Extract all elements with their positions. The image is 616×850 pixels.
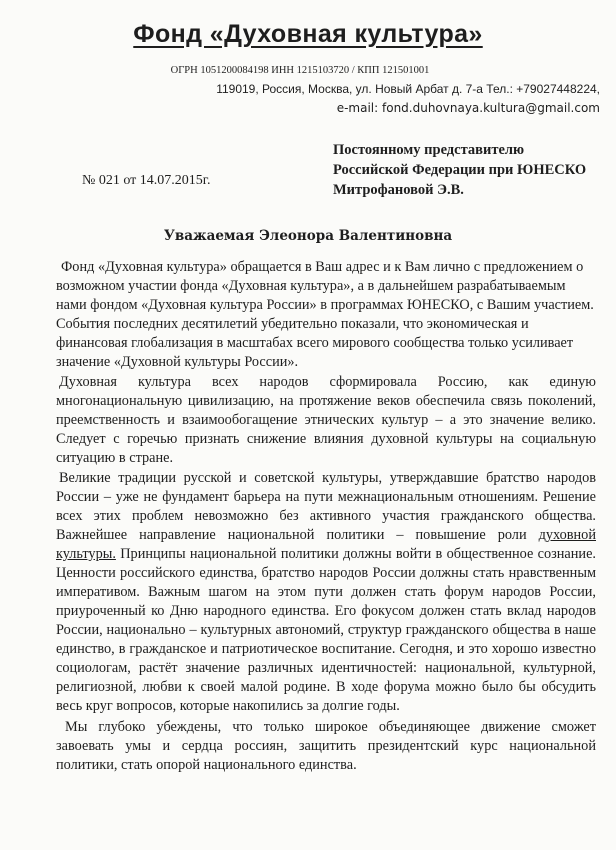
recipient-line-2: Российской Федерации при ЮНЕСКО (333, 162, 587, 178)
paragraph-4 (56, 469, 596, 716)
paragraph-4-text-end: Принципы национальной политики должны войти в общественное сознание. Ценности российского единства, братство народов России должны стать нравственным императивом. Важным шагом на этом пути должен стать форум народов России, приуроченный ко Дню народного единства. Его фокусом должен стать вклад народов России, национально – культурных автономий, структур гражданского общества в наше единство, в гражданское и патриотическое воспитание. Сегодня, и это хорошо известно социологам, растёт значение различных идентичностей: национальной, культурной, религиозной, любви к своей малой родине. В ходе форума можно было бы обсудить весь круг вопросов, которые накопились за долгие годы. (56, 546, 596, 714)
paragraph-5: Мы глубоко убеждены, что только широкое объединяющее движение сможет завоевать умы и сердца россиян, защитить президентский курс национальной политики, стать опорой национального единства. (56, 719, 596, 773)
paragraph-4-text-start: Великие традиции русской и советской культуры, утверждавшие братство народов России – уже не фундамент барьера на пути межнациональным отношениям. Решение всех этих проблем невозможно без активного участия гражданского общества. Важнейшее направление национальной политики – повышение роли (56, 470, 596, 543)
recipient-line-1: Постоянному представителю (333, 142, 525, 158)
document-reference-number: № 021 от 14.07.2015г. (82, 173, 211, 188)
paragraph-3: Духовная культура всех народов сформировала Россию, как единую многонациональную цивилизацию, на протяжение веков обеспечила связь поколений, преемственность и взаимообогащение этнических культур – а это значение велико. Следует с горечью признать снижение влияния духовной культуры на социальную ситуацию в стране. (56, 374, 596, 466)
paragraph-1: Фонд «Духовная культура» обращается в Ваш адрес и к Вам лично с предложением о возможном участии фонда «Духовная культура», а в дальнейшем разрабатываемым нами фондом «Духовная культура России» в программах ЮНЕСКО, с Вашим участием. (56, 259, 594, 313)
recipient-line-3: Митрофановой Э.В. (333, 182, 464, 198)
salutation: Уважаемая Элеонора Валентиновна (163, 228, 453, 244)
organization-address: 119019, Россия, Москва, ул. Новый Арбат д. 7-а Тел.: +79027448224, (216, 82, 600, 96)
underlined-phrase: духовной культуры. (56, 527, 596, 562)
organization-title: Фонд «Духовная культура» (133, 20, 483, 48)
organization-email: e-mail: fond.duhovnaya.kultura@gmail.com (336, 101, 600, 115)
recipient-block (333, 140, 586, 200)
letter-body (56, 258, 596, 775)
organization-requisites: ОГРН 1051200084198 ИНН 1215103720 / КПП 121501001 (170, 65, 430, 76)
paragraph-2: События последних десятилетий убедительно показали, что экономическая и финансовая глобализация в масштабах всего мирового сообщества только усиливает значение «Духовной культуры России». (56, 316, 574, 370)
